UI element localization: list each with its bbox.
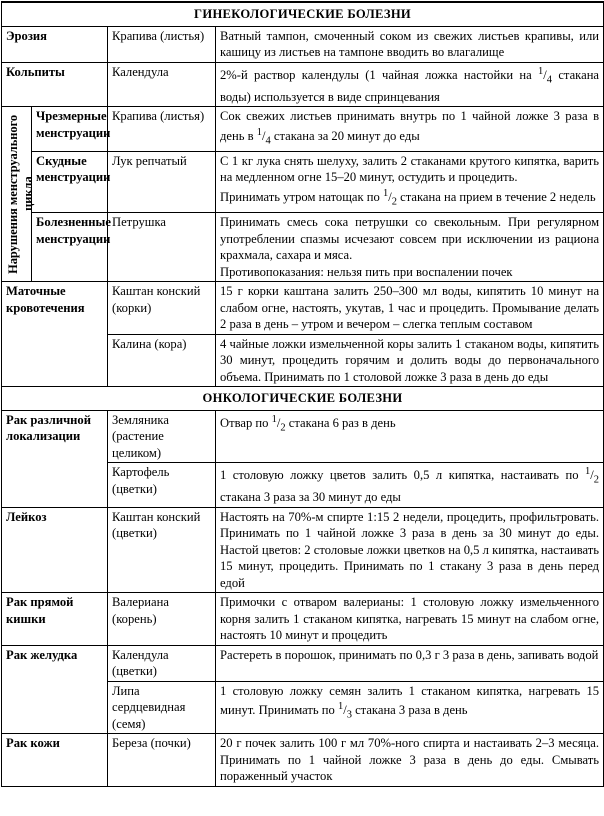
- recipe-cell-heavy: Сок свежих листьев принимать внутрь по 1 чайной ложке 3 раза в день в $^1/_4$ стакана за 20 минут до еды: [216, 107, 604, 152]
- plant-cell-valerian: Валериана (корень): [108, 593, 216, 646]
- recipe-text: стакана 3 раза за 30 минут до еды: [220, 490, 401, 505]
- table-row-painful-menstruation: [2, 213, 604, 282]
- table-row-heavy-menstruation: [2, 107, 604, 152]
- subtype-cell-heavy: Чрезмерные менструации: [32, 107, 108, 152]
- recipe-cell-valerian: Примочки с отваром валерианы: 1 столовую ложку измельченного корня залить 1 стаканом кипятка, нагревать 15 минут на слабом огне, настоять 10 минут и процедить: [216, 593, 604, 646]
- recipe-text: стакана за 20 минут до еды: [270, 128, 420, 143]
- table-row-various-cancer: [2, 410, 604, 463]
- recipe-text: стакана 3 раза в день: [351, 703, 468, 718]
- plant-cell-strawberry: Земляника (растение целиком): [108, 410, 216, 463]
- recipe-cell-leukosis: Настоять на 70%-м спирте 1:15 2 недели, процедить, профильтровать. Принимать по 1 чайной ложке 3 раза в день за 30 минут до еды. Настой цветов: 2 столовые ложки цветков на 0,5 л кипятка, настаивать 15 минут, процедить. Принимать по 1 стакану 3 раза в день перед едой: [216, 507, 604, 593]
- plant-cell-chestnut-flowers: Каштан конский (цветки): [108, 507, 216, 593]
- plant-cell-calendula: Календула (цветки): [108, 645, 216, 681]
- recipe-text: Отвар по: [220, 415, 272, 430]
- recipe-text-dosage: Принимать утром натощак по $^1/_2$ стакана на прием в течение 2 недель: [220, 187, 596, 208]
- subtype-cell-scanty: Скудные менструации: [32, 151, 108, 212]
- disease-cell-skin-cancer: Рак кожи: [2, 734, 108, 787]
- section-header-oncology: [2, 387, 604, 411]
- recipe-cell-calendula: Растереть в порошок, принимать по 0,3 г 3 раза в день, запивать водой: [216, 645, 604, 681]
- recipe-text: стакана 6 раз в день: [285, 415, 396, 430]
- recipe-cell-chestnut-bark: 15 г корки каштана залить 250–300 мл воды, кипятить 10 минут на слабом огне, настоять, укутав, 1 час и процедить. Промывание делать 2 раза в день – утром и вечером – слегка теплым составом: [216, 282, 604, 335]
- table-row-erosion: [2, 26, 604, 62]
- disease-cell-various-cancer: Рак различной локализации: [2, 410, 108, 507]
- table-row-stomach-cancer: [2, 645, 604, 681]
- plant-cell-scanty: Лук репчатый: [108, 151, 216, 212]
- recipe-text: 1 столовую ложку цветов залить 0,5 л кипятка, настаивать по: [220, 468, 586, 483]
- fraction-denominator: 3: [346, 710, 352, 722]
- plant-cell-linden: Липа сердцевидная (семя): [108, 681, 216, 734]
- plant-cell-viburnum-bark: Калина (кора): [108, 334, 216, 387]
- subtype-cell-painful: Болезненные менструации: [32, 213, 108, 282]
- recipe-text: стакана воды) используется в виде спринцевания: [220, 67, 600, 104]
- plant-cell-heavy: Крапива (листья): [108, 107, 216, 152]
- contraindication-text: Противопоказания: нельзя пить при воспалении почек: [220, 264, 513, 279]
- disease-cell-erosion: Эрозия: [2, 26, 108, 62]
- remedies-table: [1, 1, 604, 787]
- recipe-cell-viburnum-bark: 4 чайные ложки измельченной коры залить 1 стаканом воды, кипятить 30 минут, процедить горячим и долить воды до первоначального объема. Принимать по 1 столовой ложке 3 раза в день до еды: [216, 334, 604, 387]
- group-cell-menstrual-disorders: [2, 107, 35, 282]
- fraction-denominator: 2: [280, 422, 286, 434]
- section-header-gynecology: [2, 2, 604, 26]
- fraction-denominator: 2: [593, 474, 600, 486]
- recipe-text: С 1 кг лука снять шелуху, залить 2 стаканами крутого кипятка, варить на медленном огне 15–20 минут, остудить и процедить.: [220, 153, 600, 185]
- table-row-leukosis: [2, 507, 604, 593]
- recipe-text: 1 столовую ложку семян залить 1 стаканом кипятка, нагревать 15 минут. Принимать по: [220, 683, 600, 718]
- disease-cell-rectal-cancer: Рак прямой кишки: [2, 593, 108, 646]
- plant-cell-colpitis: Календула: [108, 62, 216, 107]
- section-title-oncology: ОНКОЛОГИЧЕСКИЕ БОЛЕЗНИ: [2, 387, 604, 411]
- recipe-text: Принимать смесь сока петрушки со свекольным. При регулярном употреблении спазмы исчезают совсем при исключении из рациона крахмала, сахара и мяса.: [220, 215, 600, 263]
- recipe-cell-scanty: [216, 151, 604, 212]
- table-row-colpitis: [2, 62, 604, 107]
- recipe-cell-painful: [216, 213, 604, 282]
- plant-cell-birch: Береза (почки): [108, 734, 216, 787]
- fraction-numerator: 1: [271, 413, 277, 425]
- plant-cell-chestnut-bark: Каштан конский (корки): [108, 282, 216, 335]
- fraction-numerator: 1: [256, 126, 262, 138]
- recipe-cell-erosion: Ватный тампон, смоченный соком из свежих листьев крапивы, или кашицу из листьев на тампоне вводить во влагалище: [216, 26, 604, 62]
- table-row-scanty-menstruation: [2, 151, 604, 212]
- recipe-text: стакана на прием в течение 2 недель: [396, 190, 596, 205]
- recipe-text: Принимать утром натощак по: [220, 190, 383, 205]
- disease-cell-stomach-cancer: Рак желудка: [2, 645, 108, 734]
- fraction-numerator: 1: [538, 65, 544, 77]
- fraction-denominator: 4: [265, 135, 271, 147]
- plant-cell-erosion: Крапива (листья): [108, 26, 216, 62]
- disease-cell-uterine-bleeding: Маточные кровотечения: [2, 282, 108, 387]
- fraction-denominator: 2: [391, 196, 397, 208]
- disease-cell-leukosis: Лейкоз: [2, 507, 108, 593]
- section-title-gynecology: ГИНЕКОЛОГИЧЕСКИЕ БОЛЕЗНИ: [2, 2, 604, 26]
- recipe-text: 2%-й раствор календулы (1 чайная ложка настойки на: [220, 67, 539, 82]
- fraction-numerator: 1: [337, 701, 344, 713]
- group-label-menstrual-disorders: Нарушения менструального цикла: [6, 114, 35, 274]
- recipe-cell-linden: 1 столовую ложку семян залить 1 стаканом кипятка, нагревать 15 минут. Принимать по $^1/_3$ стакана 3 раза в день: [216, 681, 604, 734]
- recipe-cell-colpitis: 2%-й раствор календулы (1 чайная ложка настойки на $^1/_4$ стакана воды) используется в виде спринцевания: [216, 62, 604, 107]
- fraction-numerator: 1: [382, 187, 389, 199]
- table-row-uterine-bleeding: [2, 282, 604, 335]
- disease-cell-colpitis: Кольпиты: [2, 62, 108, 107]
- table-row-skin-cancer: [2, 734, 604, 787]
- plant-cell-painful: Петрушка: [108, 213, 216, 282]
- table-row-rectal-cancer: [2, 593, 604, 646]
- plant-cell-potato: Картофель (цветки): [108, 463, 216, 508]
- recipe-cell-strawberry: Отвар по $^1/_2$ стакана 6 раз в день: [216, 410, 604, 463]
- fraction-numerator: 1: [585, 466, 591, 478]
- fraction-denominator: 4: [546, 74, 553, 86]
- recipe-cell-birch: 20 г почек залить 100 г мл 70%-ного спирта и настаивать 2–3 месяца. Принимать по 1 чайной ложке 3 раза в день до еды. Смывать пораженный участок: [216, 734, 604, 787]
- recipe-cell-potato: 1 столовую ложку цветов залить 0,5 л кипятка, настаивать по $^1/_2$ стакана 3 раза за 30 минут до еды: [216, 463, 604, 508]
- recipe-text: Сок свежих листьев принимать внутрь по 1 чайной ложке 3 раза в день в: [220, 109, 600, 143]
